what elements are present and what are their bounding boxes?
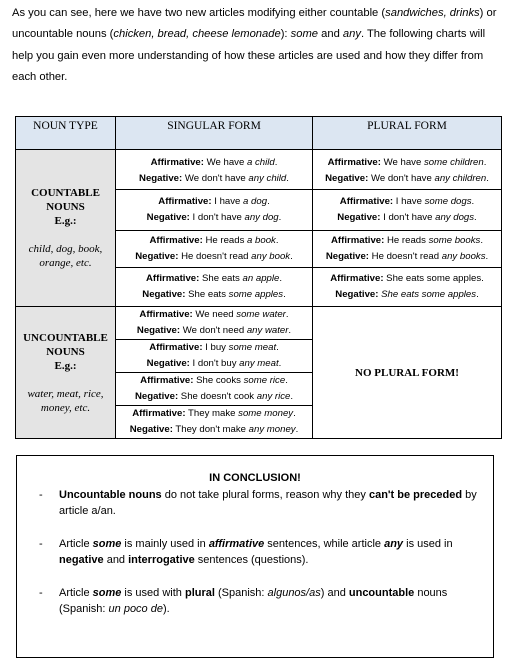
sentence-affirmative: Affirmative: I buy some meat.: [149, 342, 279, 353]
intro-countable-examples: sandwiches, drinks: [385, 7, 480, 19]
sentence-affirmative: Affirmative: He reads some books.: [331, 235, 483, 246]
sentence-negative: Negative: I don't buy any meat.: [146, 358, 282, 369]
sentence-affirmative: Affirmative: We have some children.: [327, 157, 487, 168]
intro-paragraph: [12, 3, 500, 89]
countable-plural-cell: [313, 231, 502, 268]
noun-type-table: [15, 116, 502, 439]
intro-text: As you can see, here we have two new articles modifying either countable (: [12, 7, 386, 19]
intro-text: ) or uncountable nouns (: [12, 7, 497, 41]
sentence-negative: Negative: We don't have any child.: [139, 173, 289, 184]
sentence-affirmative: Affirmative: We need some water.: [139, 309, 289, 320]
sentence-negative: Negative: We don't need any water.: [136, 325, 292, 336]
sentence-negative: Negative: I don't have any dogs.: [337, 212, 477, 223]
uncountable-singular-cell: [116, 406, 313, 439]
header-plural-form: PLURAL FORM: [313, 117, 502, 150]
uncountable-examples: water, meat, rice, money, etc.: [27, 387, 104, 414]
countable-plural-cell: [313, 268, 502, 307]
uncountable-nouns-label: [16, 307, 116, 439]
sentence-affirmative: Affirmative: He reads a book.: [149, 235, 279, 246]
intro-text: . The following charts will help you gain even more understanding of how these articles are used and how they differ from each other.: [12, 28, 486, 84]
no-plural-form: NO PLURAL FORM!: [313, 307, 502, 439]
uncountable-singular-cell: [116, 373, 313, 406]
countable-examples: child, dog, book, orange, etc.: [28, 243, 103, 269]
intro-any: any: [342, 28, 361, 41]
sentence-negative: Negative: She eats some apples.: [335, 289, 479, 300]
countable-singular-cell: [116, 268, 313, 307]
uncountable-singular-cell: [116, 307, 313, 340]
header-noun-type: NOUN TYPE: [16, 117, 116, 150]
sentence-negative: Negative: He doesn't read any book.: [135, 251, 293, 262]
countable-title: COUNTABLE NOUNS: [31, 187, 100, 213]
countable-plural-cell: [313, 190, 502, 231]
countable-singular-cell: [116, 190, 313, 231]
conclusion-list: [39, 487, 489, 634]
bullet-dash: -: [39, 489, 43, 501]
header-singular-form: SINGULAR FORM: [116, 117, 313, 150]
sentence-negative: Negative: She eats some apples.: [142, 289, 286, 300]
sentence-negative: Negative: I don't have any dog.: [146, 212, 282, 223]
sentence-negative: Negative: We don't have any children.: [325, 173, 489, 184]
intro-text: ):: [280, 28, 291, 41]
bullet-dash: -: [39, 538, 43, 550]
bullet-dash: -: [39, 587, 43, 599]
countable-singular-cell: [116, 231, 313, 268]
sentence-affirmative: Affirmative: They make some money.: [132, 408, 296, 419]
countable-plural-cell: [313, 153, 502, 190]
uncountable-singular-cell: [116, 340, 313, 373]
sentence-negative: Negative: They don't make any money.: [129, 424, 299, 435]
sentence-negative: Negative: He doesn't read any books.: [325, 251, 489, 262]
sentence-affirmative: Affirmative: She eats an apple.: [146, 273, 282, 284]
uncountable-eg: E.g.:: [54, 359, 77, 372]
sentence-affirmative: Affirmative: She cooks some rice.: [140, 375, 288, 386]
countable-eg: E.g.:: [54, 215, 77, 227]
intro-uncountable-examples: chicken, bread, cheese lemonade: [113, 28, 281, 41]
sentence-negative: Negative: She doesn't cook any rice.: [134, 391, 294, 402]
conclusion-item: - Article some is mainly used in affirmative sentences, while article any is used in negative and interrogative sentences (questions).: [39, 538, 453, 566]
sentence-affirmative: Affirmative: We have a child.: [150, 157, 278, 168]
countable-singular-cell: [116, 153, 313, 190]
conclusion-title: IN CONCLUSION!: [209, 472, 301, 484]
sentence-affirmative: Affirmative: I have some dogs.: [339, 196, 475, 207]
conclusion-box: [16, 455, 494, 658]
conclusion-item: - Article some is used with plural (Spanish: algunos/as) and uncountable nouns (Spanish: un poco de).: [39, 587, 448, 615]
conclusion-item: - Uncountable nouns do not take plural forms, reason why they can't be preceded by article a/an.: [39, 489, 477, 517]
sentence-affirmative: Affirmative: I have a dog.: [158, 196, 270, 207]
table-header-row: [16, 117, 502, 150]
intro-text: and: [318, 28, 343, 41]
countable-nouns-label: [16, 150, 116, 307]
sentence-affirmative: Affirmative: She eats some apples.: [330, 273, 484, 284]
intro-some: some: [290, 28, 319, 41]
uncountable-title: UNCOUNTABLE NOUNS: [23, 331, 108, 358]
